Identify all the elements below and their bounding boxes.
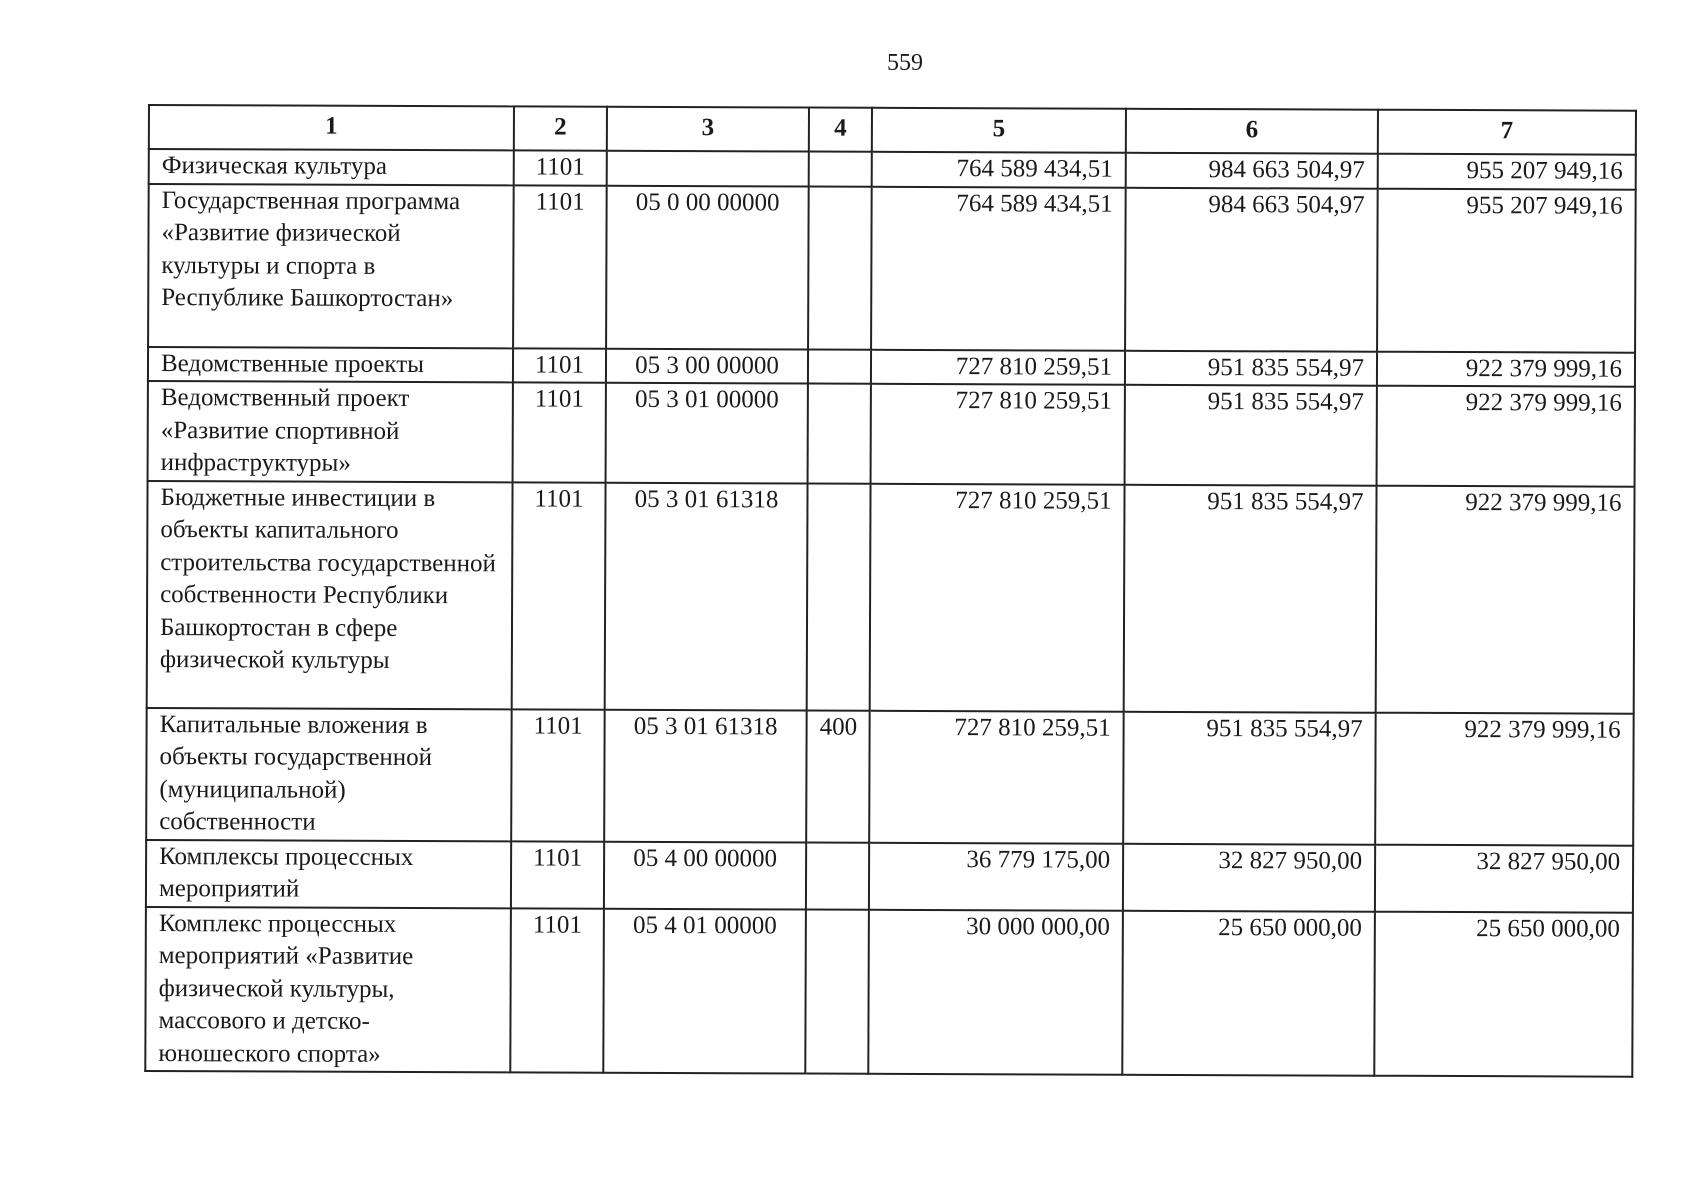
row-name: Ведомственный проект «Развитие спортивной инфраструктуры» [148,381,513,482]
row-section-code: 1101 [512,482,606,709]
row-expense-type [808,349,871,384]
table-row [149,149,1636,189]
row-amount-6: 32 827 950,00 [1123,843,1375,911]
row-amount-5: 30 000 000,00 [868,909,1123,1074]
row-name: Комплексы процессных мероприятий [146,839,511,907]
table-row [146,707,1633,845]
row-amount-6: 951 835 554,97 [1125,385,1377,485]
row-amount-5: 727 810 259,51 [871,384,1125,484]
row-amount-6: 951 835 554,97 [1123,711,1376,844]
row-section-code: 1101 [514,150,607,185]
table-header-row [149,105,1636,155]
column-header-3: 3 [607,107,809,152]
row-expense-type: 400 [806,710,870,842]
column-header-7: 7 [1378,110,1636,155]
row-amount-7: 955 207 949,16 [1377,188,1636,352]
row-target-code: 05 0 00 00000 [606,185,809,349]
budget-table [144,104,1637,1078]
row-amount-7: 32 827 950,00 [1375,844,1633,912]
row-name: Капитальные вложения в объекты государственной (муниципальной) собственности [146,707,512,840]
row-section-code: 1101 [513,382,606,482]
row-expense-type [809,152,872,187]
table-row [148,184,1636,353]
row-target-code: 05 3 01 00000 [606,383,808,483]
row-target-code [607,151,809,186]
row-amount-5: 727 810 259,51 [869,710,1124,843]
row-target-code: 05 3 01 61318 [605,482,808,710]
row-expense-type [807,483,871,710]
row-section-code: 1101 [513,185,607,348]
row-amount-5: 727 810 259,51 [870,483,1125,711]
page-number: 559 [887,50,923,76]
table-row [147,481,1635,714]
row-expense-type [808,384,871,484]
column-header-5: 5 [872,108,1126,153]
row-amount-7: 922 379 999,16 [1376,485,1635,713]
column-header-2: 2 [514,106,607,150]
row-amount-6: 951 835 554,97 [1124,484,1377,712]
row-section-code: 1101 [510,908,604,1073]
row-amount-7: 922 379 999,16 [1375,712,1634,845]
row-amount-7: 25 650 000,00 [1374,911,1633,1076]
row-expense-type [808,186,872,349]
row-amount-5: 36 779 175,00 [869,842,1123,910]
row-amount-6: 984 663 504,97 [1125,187,1378,351]
row-section-code: 1101 [511,709,605,841]
row-target-code: 05 3 00 00000 [606,348,808,383]
table-row [146,839,1633,912]
row-target-code: 05 3 01 61318 [604,709,807,842]
row-amount-6: 951 835 554,97 [1125,350,1377,385]
row-section-code: 1101 [513,348,606,383]
row-amount-6: 984 663 504,97 [1126,153,1378,188]
row-amount-6: 25 650 000,00 [1122,910,1375,1075]
row-name: Комплекс процессных мероприятий «Развитие физической культуры, массового и детско-юношеского спорта» [145,906,511,1072]
row-amount-7: 922 379 999,16 [1377,386,1635,486]
row-name: Бюджетные инвестиции в объекты капитального строительства государственной собственности Республики Башкортостан в сфере физической культуры [147,481,513,709]
row-amount-5: 727 810 259,51 [871,349,1125,384]
row-expense-type [805,909,869,1074]
column-header-6: 6 [1126,109,1378,154]
row-target-code: 05 4 01 00000 [603,908,806,1073]
budget-table-container [144,104,1637,1078]
row-section-code: 1101 [511,841,604,908]
table-row [148,347,1635,387]
row-amount-7: 955 207 949,16 [1378,154,1636,189]
row-amount-5: 764 589 434,51 [871,186,1126,350]
row-name: Государственная программа «Развитие физической культуры и спорта в Республике Башкортостан» [148,184,514,348]
table-row [148,381,1635,486]
row-target-code: 05 4 00 00000 [604,841,806,909]
column-header-4: 4 [809,108,872,152]
row-amount-7: 922 379 999,16 [1377,351,1635,386]
table-row [145,906,1633,1076]
row-amount-5: 764 589 434,51 [872,152,1126,187]
row-name: Физическая культура [149,149,514,185]
column-header-1: 1 [149,105,514,150]
row-expense-type [806,842,869,909]
row-name: Ведомственные проекты [148,347,513,383]
